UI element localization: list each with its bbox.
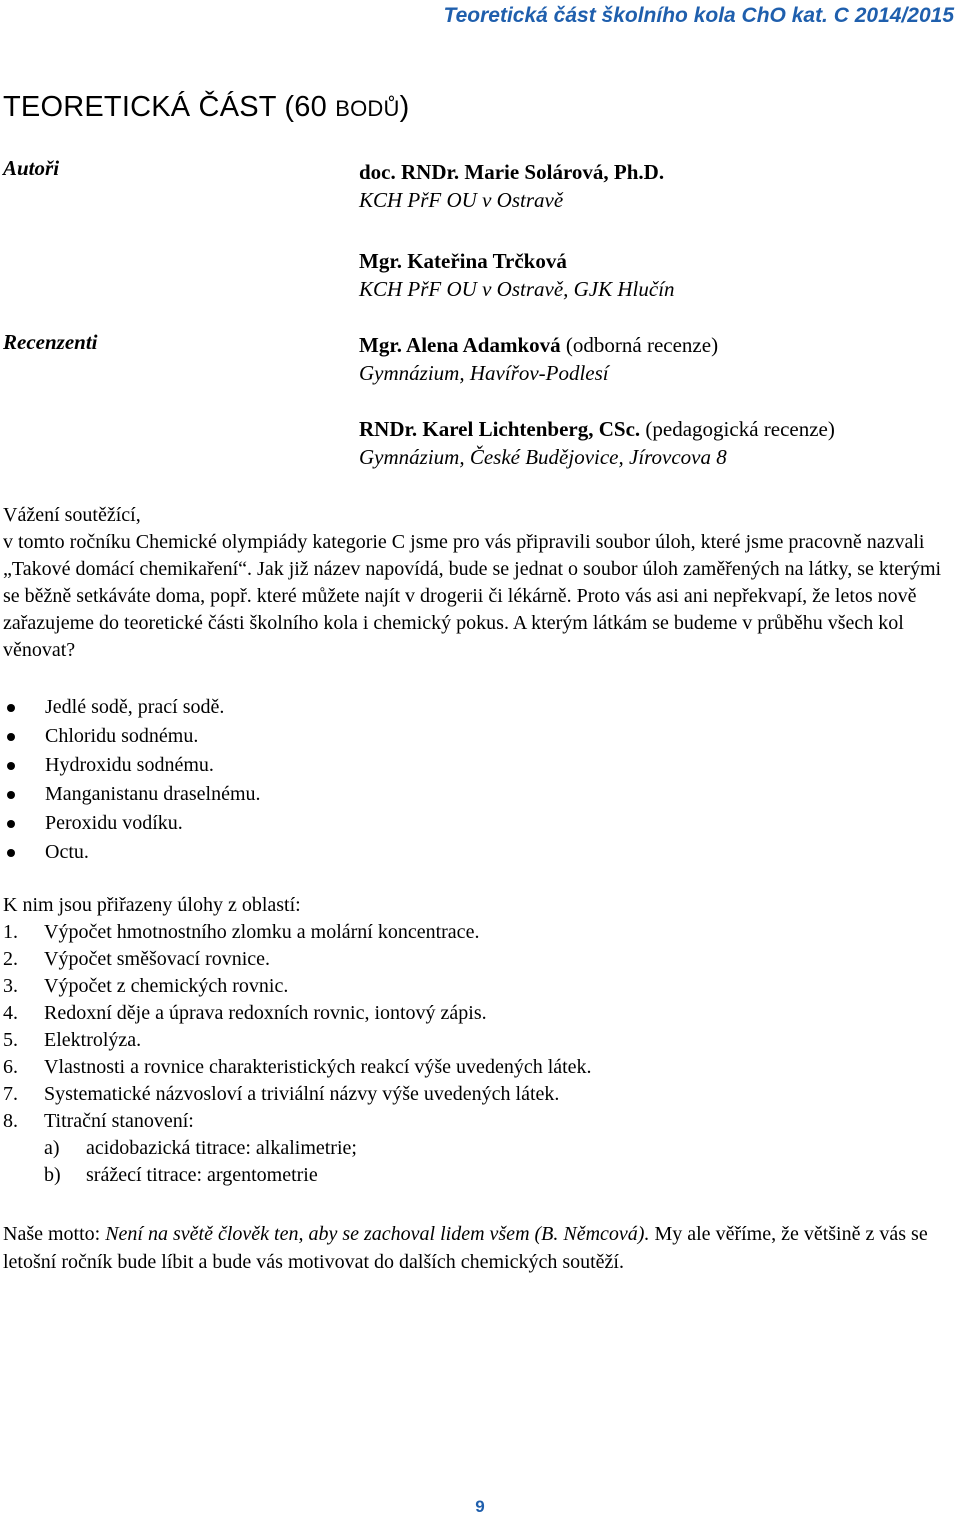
list-number: 2. bbox=[3, 948, 18, 970]
sub-list-item bbox=[3, 1135, 592, 1162]
motto-prefix: Naše motto: bbox=[3, 1223, 106, 1245]
bullet-icon bbox=[7, 849, 15, 857]
list-item bbox=[3, 1054, 592, 1081]
list-number: 4. bbox=[3, 1002, 18, 1024]
topics-intro: K nim jsou přiřazeny úlohy z oblastí: bbox=[3, 894, 301, 916]
author-1 bbox=[359, 158, 664, 214]
author-affiliation: KCH PřF OU v Ostravě bbox=[359, 188, 564, 212]
list-item bbox=[3, 722, 261, 751]
substance-list bbox=[3, 693, 261, 867]
list-item-text: Výpočet směšovací rovnice. bbox=[44, 948, 271, 970]
reviewer-name: RNDr. Karel Lichtenberg, CSc. bbox=[359, 417, 641, 441]
authors-label: Autoři bbox=[3, 156, 60, 180]
list-item-text: Manganistanu draselnému. bbox=[45, 783, 261, 805]
reviewer-note: (odborná recenze) bbox=[560, 333, 719, 357]
list-item-text: Vlastnosti a rovnice charakteristických reakcí výše uvedených látek. bbox=[44, 1056, 592, 1078]
sub-list-item-text: acidobazická titrace: alkalimetrie; bbox=[86, 1137, 357, 1159]
list-item bbox=[3, 1081, 592, 1108]
list-item-text: Octu. bbox=[45, 841, 89, 863]
list-item bbox=[3, 919, 592, 946]
author-name: Mgr. Kateřina Trčková bbox=[359, 249, 567, 273]
motto-paragraph bbox=[3, 1220, 953, 1276]
bullet-icon bbox=[7, 791, 15, 799]
bullet-icon bbox=[7, 733, 15, 741]
sub-list-letter: b) bbox=[44, 1164, 61, 1186]
list-item bbox=[3, 809, 261, 838]
page-number: 9 bbox=[475, 1497, 485, 1516]
section-title bbox=[3, 91, 409, 124]
list-number: 6. bbox=[3, 1056, 18, 1078]
list-number: 3. bbox=[3, 975, 18, 997]
list-item-text: Redoxní děje a úprava redoxních rovnic, iontový zápis. bbox=[44, 1002, 487, 1024]
topics-list bbox=[3, 892, 592, 1189]
list-item bbox=[3, 973, 592, 1000]
list-item bbox=[3, 1108, 592, 1135]
list-item-text: Výpočet z chemických rovnic. bbox=[44, 975, 289, 997]
reviewer-affiliation: Gymnázium, Havířov-Podlesí bbox=[359, 361, 609, 385]
list-number: 8. bbox=[3, 1110, 18, 1132]
reviewer-affiliation: Gymnázium, České Budějovice, Jírovcova 8 bbox=[359, 445, 727, 469]
list-item-text: Titrační stanovení: bbox=[44, 1110, 194, 1132]
list-item-text: Hydroxidu sodnému. bbox=[45, 754, 214, 776]
reviewer-name: Mgr. Alena Adamková bbox=[359, 333, 561, 357]
list-item-text: Peroxidu vodíku. bbox=[45, 812, 183, 834]
reviewer-2 bbox=[359, 415, 835, 471]
list-item bbox=[3, 946, 592, 973]
list-number: 5. bbox=[3, 1029, 18, 1051]
list-item-text: Chloridu sodnému. bbox=[45, 725, 199, 747]
list-item-text: Systematické názvosloví a triviální názvy výše uvedených látek. bbox=[44, 1083, 560, 1105]
list-number: 1. bbox=[3, 921, 18, 943]
sub-list-item bbox=[3, 1162, 592, 1189]
list-item bbox=[3, 751, 261, 780]
sub-list-letter: a) bbox=[44, 1137, 60, 1159]
sub-list-item-text: srážecí titrace: argentometrie bbox=[86, 1164, 318, 1186]
author-2 bbox=[359, 247, 675, 303]
author-name: doc. RNDr. Marie Solárová, Ph.D. bbox=[359, 160, 665, 184]
list-number: 7. bbox=[3, 1083, 18, 1105]
list-item-text: Výpočet hmotnostního zlomku a molární koncentrace. bbox=[44, 921, 480, 943]
greeting: Vážení soutěžící, bbox=[3, 504, 141, 526]
list-item bbox=[3, 838, 261, 867]
section-title-main: TEORETICKÁ ČÁST (60 bbox=[3, 91, 336, 123]
intro bbox=[3, 502, 953, 664]
motto-quote: Není na světě člověk ten, aby se zachoval lidem všem (B. Němcová). bbox=[105, 1223, 650, 1245]
running-header: Teoretická část školního kola ChO kat. C 2014/2015 bbox=[443, 4, 954, 27]
list-item bbox=[3, 780, 261, 809]
intro-paragraph: v tomto ročníku Chemické olympiády kategorie C jsme pro vás připravili soubor úloh, které jsme pracovně nazvali „Takové domácí chemikaření“. Jak již název napovídá, bude se jednat o soubor úloh zaměřených na látky, se kterými se běžně setkáváte doma, popř. které můžete najít v drogerii či lékárně. Proto vás asi ani nepřekvapí, že letos nově zařazujeme do teoretické části školního kola i chemický pokus. A kterým látkám se budeme v průběhu všech kol věnovat? bbox=[3, 531, 942, 661]
bullet-icon bbox=[7, 820, 15, 828]
bullet-icon bbox=[7, 762, 15, 770]
list-item-text: Jedlé sodě, prací sodě. bbox=[45, 696, 225, 718]
section-title-small: BODŮ bbox=[335, 96, 400, 121]
bullet-icon bbox=[7, 704, 15, 712]
reviewer-1 bbox=[359, 331, 718, 387]
reviewer-note: (pedagogická recenze) bbox=[640, 417, 835, 441]
list-item bbox=[3, 693, 261, 722]
reviewers-label: Recenzenti bbox=[3, 330, 98, 354]
list-item-text: Elektrolýza. bbox=[44, 1029, 142, 1051]
motto-suffix: My ale věříme, že většině z vás se letošní ročník bude líbit a bude vás motivovat do dalších chemických soutěží. bbox=[3, 1223, 928, 1273]
list-item bbox=[3, 1027, 592, 1054]
list-item bbox=[3, 1000, 592, 1027]
author-affiliation: KCH PřF OU v Ostravě, GJK Hlučín bbox=[359, 277, 675, 301]
section-title-end: ) bbox=[399, 91, 410, 123]
